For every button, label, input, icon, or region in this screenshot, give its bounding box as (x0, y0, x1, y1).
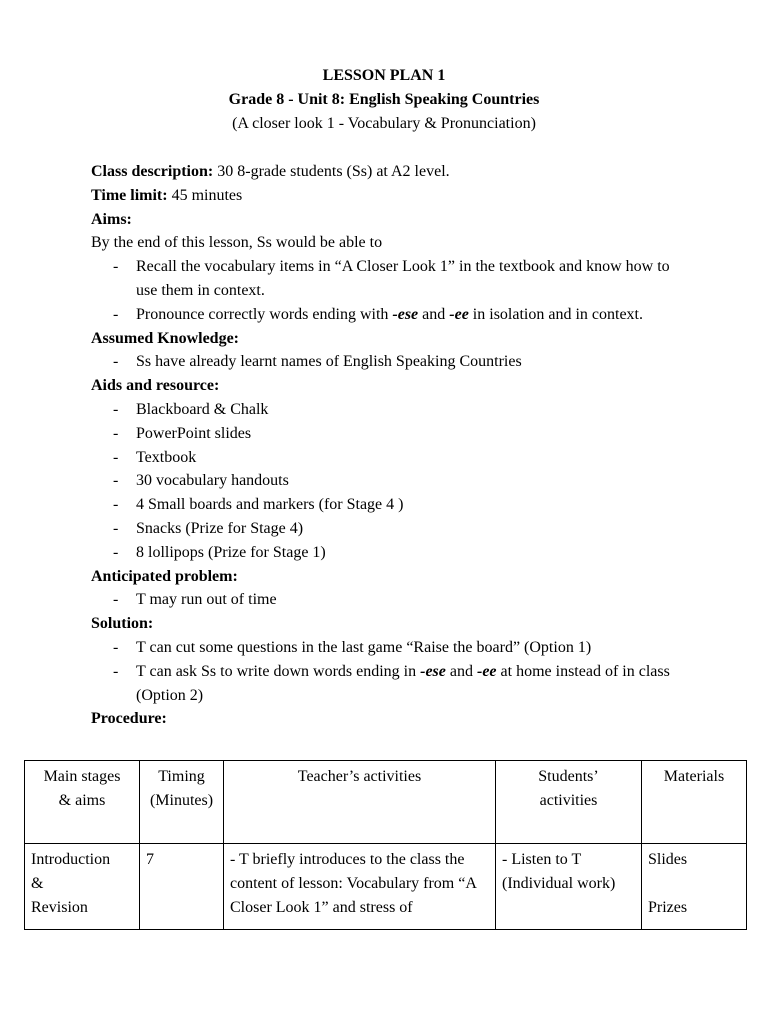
time-limit-label: Time limit: (91, 186, 168, 204)
suffix-ese: -ese (392, 305, 419, 323)
assumed-knowledge-heading: Assumed Knowledge: (91, 329, 240, 347)
aims-item-text: in isolation and in context. (468, 305, 643, 323)
aids-heading: Aids and resource: (91, 377, 220, 395)
header-line: & aims (58, 792, 106, 809)
class-description-label: Class description: (91, 163, 214, 180)
materials-line: Slides (648, 851, 688, 868)
aids-item-text: 30 vocabulary handouts (136, 472, 289, 490)
anticipated-problem-text: T may run out of time (136, 591, 277, 609)
header-line: Teacher’s activities (297, 768, 422, 785)
aids-item-text: Textbook (136, 448, 197, 466)
time-limit (91, 184, 691, 208)
header-students-activities (496, 761, 642, 844)
suffix-ee: -ee (477, 662, 497, 680)
materials-spacer (648, 872, 740, 896)
header-line: Materials (663, 768, 725, 785)
lesson-title: LESSON PLAN 1 (322, 67, 446, 84)
aims-item-text: and (418, 305, 450, 323)
cell-students-activities: - Listen to T (Individual work) (496, 844, 642, 930)
solution-item-text: T can ask Ss to write down words ending in (136, 662, 421, 680)
table-row (25, 844, 747, 930)
stage-line: Revision (31, 899, 88, 916)
time-limit-value: 45 minutes (167, 186, 243, 204)
lesson-body (91, 160, 691, 731)
solution-item-text: and (445, 662, 477, 680)
aims-item: - Recall the vocabulary items in “A Closer Look 1” in the textbook and know how to use them in context. (91, 255, 691, 303)
aids-item-text: Snacks (Prize for Stage 4) (136, 519, 304, 537)
header-main-stages (25, 761, 140, 844)
procedure-header-row (25, 761, 747, 844)
anticipated-problem-heading: Anticipated problem: (91, 567, 238, 585)
solution-item-text: T can cut some questions in the last game “Raise the board” (Option 1) (136, 638, 592, 656)
cell-timing: 7 (140, 844, 224, 930)
header-teacher-activities (224, 761, 496, 844)
lesson-subtitle: (A closer look 1 - Vocabulary & Pronunciation) (232, 115, 536, 132)
aims-item: - Pronounce correctly words ending with -ese and -ee in isolation and in context. (113, 305, 643, 323)
solution-item: - T can cut some questions in the last game “Raise the board” (Option 1) (91, 636, 691, 660)
aims-item-text: Pronounce correctly words ending with (136, 305, 393, 323)
aids-item-text: 8 lollipops (Prize for Stage 1) (136, 543, 326, 561)
aids-item: - Blackboard & Chalk (91, 398, 691, 422)
stage-line: Introduction (31, 851, 111, 868)
header-line: Students’ (538, 768, 599, 785)
aids-item-text: PowerPoint slides (136, 424, 252, 442)
aids-item-text: Blackboard & Chalk (136, 400, 269, 418)
class-description (91, 160, 691, 184)
aids-item: - 8 lollipops (Prize for Stage 1) (91, 541, 691, 565)
header-materials (642, 761, 747, 844)
class-description-value: 30 8-grade students (Ss) at A2 level. (213, 163, 450, 180)
aids-item: - Textbook (91, 446, 691, 470)
cell-stage (25, 844, 140, 930)
solution-item-text: at home instead of in class (Option 2) (136, 662, 670, 704)
aids-item: - Snacks (Prize for Stage 4) (91, 517, 691, 541)
materials-line: Prizes (648, 899, 688, 916)
aims-item-text: Recall the vocabulary items in “A Closer Look 1” in the textbook and know how to use them in context. (136, 258, 670, 299)
assumed-knowledge-text: Ss have already learnt names of English Speaking Countries (136, 353, 522, 371)
header-line: Timing (158, 768, 205, 785)
cell-materials (642, 844, 747, 930)
stage-line: & (31, 875, 44, 892)
aims-intro: By the end of this lesson, Ss would be able to (91, 234, 383, 252)
procedure-heading: Procedure: (91, 710, 167, 728)
aids-item: - PowerPoint slides (91, 422, 691, 446)
assumed-knowledge-item: - Ss have already learnt names of English Speaking Countries (91, 350, 691, 374)
header-timing (140, 761, 224, 844)
header-line: Main stages (43, 768, 121, 785)
aids-item: - 30 vocabulary handouts (91, 469, 691, 493)
aids-item: - 4 Small boards and markers (for Stage 4 ) (91, 493, 691, 517)
suffix-ee: -ee (449, 305, 469, 323)
anticipated-problem-item: - T may run out of time (91, 588, 691, 612)
header-line: activities (539, 792, 598, 809)
title-block (0, 64, 768, 136)
suffix-ese: -ese (420, 662, 446, 680)
solution-item: - T can ask Ss to write down words ending in -ese and -ee at home instead of in class (Option 2) (113, 662, 670, 704)
procedure-table (24, 760, 747, 930)
unit-title: Grade 8 - Unit 8: English Speaking Countries (228, 91, 540, 108)
aids-item-text: 4 Small boards and markers (for Stage 4 ) (136, 496, 404, 514)
aims-heading: Aims: (91, 210, 132, 228)
cell-teacher-activities: - T briefly introduces to the class the content of lesson: Vocabulary from “A Closer Look 1” and stress of (224, 844, 496, 930)
header-line: (Minutes) (149, 792, 214, 809)
solution-heading: Solution: (91, 615, 154, 633)
